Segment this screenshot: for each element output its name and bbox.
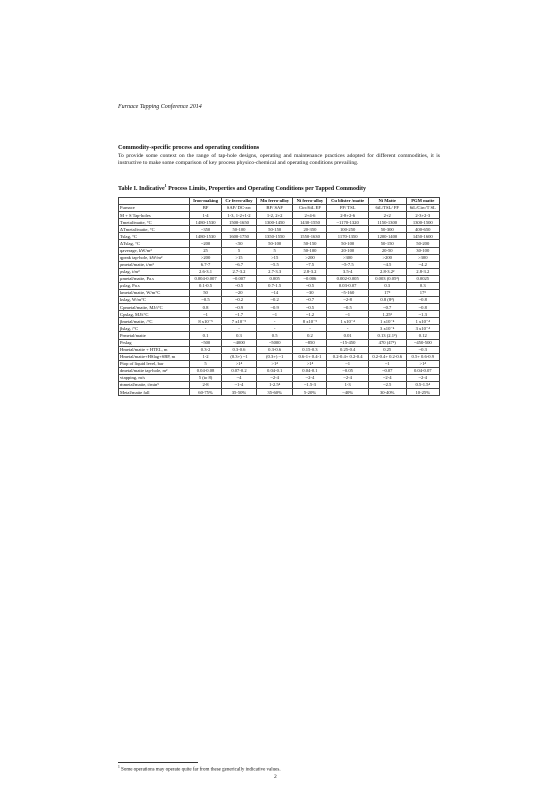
table-cell: >1⁴ (293, 360, 327, 367)
table-cell: 0.04-0.1 (256, 367, 293, 374)
table-cell: ~0.9 (222, 304, 257, 311)
table-cell: >15 (222, 254, 257, 261)
table-cell: 3.5-4 (327, 268, 368, 275)
table-cell: 2+2 (368, 212, 406, 219)
table-cell: 1-3 (327, 382, 368, 389)
table-cell: ~0.2 (222, 297, 257, 304)
table-cell: 17³ (368, 290, 406, 297)
table-cell: ~4.5 (368, 261, 406, 268)
table-cell: ~350 (190, 226, 222, 233)
table-cell: ~0.007 (222, 275, 257, 282)
table-cell: ~2-4 (368, 374, 406, 381)
table-cell: 0.5 (256, 332, 293, 339)
table-cell: 0.04-0.1 (293, 367, 327, 374)
row-label-cell: βslag, /°C (119, 325, 190, 332)
table-cell: 0.8 (8³) (368, 297, 406, 304)
table-cell: 0.0025 (406, 275, 439, 282)
table-cell: 1450-1600 (406, 233, 439, 240)
table-cell: 50-100 (293, 247, 327, 254)
table-cell: 1200-1400 (368, 233, 406, 240)
table-cell: ~30 (293, 290, 327, 297)
row-label-cell: ρmetal/matte, t/m³ (119, 261, 190, 268)
table-cell: 0.07-0.2 (222, 367, 257, 374)
table-cell: 2-8 (190, 382, 222, 389)
table-cell: 0.3-0.6 (256, 346, 293, 353)
table-cell: 2.8-3.2 (406, 268, 439, 275)
table-row (119, 311, 440, 318)
table-cell: 0.8 (190, 304, 222, 311)
table-row (119, 205, 440, 212)
table-row (119, 268, 440, 275)
table-row (119, 233, 440, 240)
table-cell: >1⁴ (256, 360, 293, 367)
table-cell: 50-100 (222, 226, 257, 233)
table-cell: - (190, 325, 222, 332)
table-cell: ~0.8 (406, 304, 439, 311)
table-cell: 5 (to 8) (190, 374, 222, 381)
table-cell: 1.25³ (368, 311, 406, 318)
table-cell: 100-250 (327, 226, 368, 233)
table-cell: ~6.7 (222, 261, 257, 268)
table-caption-footnote-mark: 1 (164, 183, 167, 188)
table-cell: ~0.5 (327, 304, 368, 311)
table-cell: 1170-1350 (327, 233, 368, 240)
table-cell: 30-40% (368, 389, 406, 396)
table-row (119, 240, 440, 247)
table-cell: 0.3 (406, 282, 439, 289)
table-cell: 470 (47³) (368, 339, 406, 346)
table-cell: 35-60% (256, 389, 293, 396)
table-cell: 2.7-3.3 (256, 268, 293, 275)
table-row (119, 325, 440, 332)
table-row (119, 297, 440, 304)
row-label-cell: Cpmetal/matte, MJ/t°C (119, 304, 190, 311)
row-label-cell: qaverage, kW/m² (119, 247, 190, 254)
table-cell: 1600-1750 (222, 233, 257, 240)
table-cell: SAF/ DC-arc (222, 205, 257, 212)
table-cell: 1 x10⁻⁴ (368, 318, 406, 325)
table-cell: 0.003 (0.05³) (368, 275, 406, 282)
table-cell: 0.3-0.6 (222, 346, 257, 353)
table-cell: ~4 (222, 374, 257, 381)
row-label-cell: qpeak tap-hole, kW/m² (119, 254, 190, 261)
table-header-cell: PGM matte (406, 198, 439, 205)
table-cell: 5 (190, 360, 222, 367)
table-cell: >300 (327, 254, 368, 261)
table-cell: 400-650 (406, 226, 439, 233)
row-label-cell: kmetal/matte, W/m°C (119, 290, 190, 297)
table-row (119, 339, 440, 346)
table-cell: 1480-1530 (190, 233, 222, 240)
table-caption-prefix: Table I. Indicative (118, 186, 165, 192)
row-label-cell: Hmetal/matte + HTEL, m (119, 346, 190, 353)
table-cell: 0.13 (2.1³) (368, 332, 406, 339)
table-cell: >15 (256, 254, 293, 261)
table-header-cell: Iron-making (190, 198, 222, 205)
table-cell: 1430-1550 (293, 219, 327, 226)
table-cell: 0.2-0.4+ 0.2-0.4 (327, 353, 368, 360)
row-label-cell: ΔTmetal/matte, °C (119, 226, 190, 233)
table-cell: 1500-1650 (222, 219, 257, 226)
table-cell: ~2-4 (293, 374, 327, 381)
footnote-divider (118, 762, 198, 763)
row-label-cell: M + S Tap-holes (119, 212, 190, 219)
table-cell: 1150-1300 (368, 219, 406, 226)
table-cell: 6iL/TSL/ FF (368, 205, 406, 212)
table-cell: 0.7-1.5 (256, 282, 293, 289)
table-cell: 0.1 (190, 332, 222, 339)
table-cell: BF/ SAF (256, 205, 293, 212)
table-cell: ~450-500 (406, 339, 439, 346)
table-row (119, 212, 440, 219)
table-cell: ~1 (327, 311, 368, 318)
table-cell: BF (190, 205, 222, 212)
table-cell: ~5.5 (256, 261, 293, 268)
table-cell: ~200 (190, 240, 222, 247)
table-cell: >1⁴ (406, 360, 439, 367)
table-header-cell: Cu blister /matte (327, 198, 368, 205)
table-cell: 0.12 (406, 332, 439, 339)
table-cell: - (256, 325, 293, 332)
table-cell: 0.25 (368, 346, 406, 353)
table-cell: ~4000 (222, 339, 257, 346)
table-row (119, 247, 440, 254)
table-row (119, 389, 440, 396)
table-cell: ~1-4 (222, 382, 257, 389)
table-cell: ~2.5 (368, 382, 406, 389)
table-row (119, 360, 440, 367)
table-cell: ~1 (327, 360, 368, 367)
table-cell: ~0.2 (256, 297, 293, 304)
table-row (119, 332, 440, 339)
table-cell: (0.3+) ~1 (256, 353, 293, 360)
table-cell: 8 x10⁻⁵ (190, 318, 222, 325)
table-cell: 2.8-3.2 (293, 268, 327, 275)
table-cell: 2-8+2-6 (327, 212, 368, 219)
running-header: Furnace Tapping Conference 2014 (118, 104, 202, 110)
table-cell: 2-3+2-3 (406, 212, 439, 219)
table-row (119, 367, 440, 374)
table-cell: 3 x10⁻⁴ (368, 325, 406, 332)
table-row (119, 304, 440, 311)
footnote (118, 765, 281, 773)
intro-paragraph: To provide some context on the range of tap-hole designs, operating and maintenance practices adopted for different commodities, it is instructive to make some comparison of key process physico-chemical and operating conditions prevailing. (118, 153, 440, 166)
table-body (119, 205, 440, 396)
table-cell: ~500 (190, 339, 222, 346)
table-caption (118, 183, 366, 192)
table-cell: >1⁴ (222, 360, 257, 367)
table-cell: 5-20% (293, 389, 327, 396)
table-cell: 5 (256, 247, 293, 254)
table-cell: 50-300 (368, 226, 406, 233)
table-cell: 3 x10⁻⁴ (406, 325, 439, 332)
table-header-cell: Mn ferro-alloy (256, 198, 293, 205)
row-label-cell: Prslag (119, 339, 190, 346)
table-header-cell: Cr ferro-alloy (222, 198, 257, 205)
table-cell: 25 (190, 247, 222, 254)
table-cell: 0.04-0.08 (190, 367, 222, 374)
row-label-cell: dmetal/matte tap-hole, m² (119, 367, 190, 374)
table-cell: 1300-1450 (256, 219, 293, 226)
table-cell: ~0.006 (293, 275, 327, 282)
table-cell: ~2-4 (327, 374, 368, 381)
table-cell: 20-100 (327, 247, 368, 254)
table-cell: 0.03-0.07 (327, 282, 368, 289)
table-cell: 50-200 (406, 240, 439, 247)
table-cell: 1300-1500 (406, 219, 439, 226)
table-cell: 2+4-6 (293, 212, 327, 219)
table-cell: 35-50% (222, 389, 257, 396)
table-cell: 1-2 (190, 353, 222, 360)
table-cell: ~2-4 (256, 374, 293, 381)
row-label-cell: βmetal/matte, /°C (119, 318, 190, 325)
row-label-cell: kslag, W/m°C (119, 297, 190, 304)
row-label-cell: Hmetal/matte+HSlag+SBP, m (119, 353, 190, 360)
table-cell: ~1 (368, 360, 406, 367)
table-cell: 0.004-0.007 (190, 275, 222, 282)
table-cell: 6.7-7 (190, 261, 222, 268)
process-properties-table (118, 197, 440, 396)
table-cell: - (327, 325, 368, 332)
table-cell: 1-4 (190, 212, 222, 219)
table-cell: 5 (222, 247, 257, 254)
table-cell: 0.2-0.4+ 0.2-0.6 (368, 353, 406, 360)
page-number: 2 (274, 774, 277, 780)
row-label-cell: μslag, Pa.s (119, 282, 190, 289)
table-cell: ~0.5 (293, 304, 327, 311)
table-row (119, 346, 440, 353)
table-cell: - (293, 325, 327, 332)
table-cell: Circ/6iL EF (293, 205, 327, 212)
table-cell: ~1 (256, 311, 293, 318)
table-cell: >200 (190, 254, 222, 261)
footnote-text: Some operations may operate quite far from these generically indicative values. (121, 767, 281, 773)
row-label-cell: ṁmetal/matte, t/min⁵ (119, 382, 190, 389)
table-cell: 50-100 (327, 240, 368, 247)
table-cell: ~0.9 (256, 304, 293, 311)
table-cell: 1480-1530 (190, 219, 222, 226)
table-cell: 1-3, 1-2+1-2 (222, 212, 257, 219)
table-cell: ~40% (327, 389, 368, 396)
table-row (119, 254, 440, 261)
table-cell: 0.25-0.4 (327, 346, 368, 353)
table-cell: 0.04-0.07 (406, 367, 439, 374)
table-cell: 0.5-1.5⁴ (406, 382, 439, 389)
row-label-cell: Furnace (119, 205, 190, 212)
row-label-cell: Prmetal/matte (119, 332, 190, 339)
table-cell: >300 (406, 254, 439, 261)
table-header-cell (119, 198, 190, 205)
table-cell: FF/ TSL (327, 205, 368, 212)
table-cell: 1350-1550 (256, 233, 293, 240)
table-cell: ~7.5 (293, 261, 327, 268)
table-cell: ~5-7.5 (327, 261, 368, 268)
table-row (119, 261, 440, 268)
table-cell: 20-50 (368, 247, 406, 254)
table-cell: ~1.7 (222, 311, 257, 318)
row-label-cell: Ptop of liquid level, bar (119, 360, 190, 367)
table-cell: 10-25% (406, 389, 439, 396)
table-cell: 50 (190, 290, 222, 297)
table-cell: - (256, 318, 293, 325)
table-cell: ~15-450 (327, 339, 368, 346)
table-cell: 2.6-3.1 (190, 268, 222, 275)
table-cell: 0.15-0.3 (293, 346, 327, 353)
table-cell: 0.1-0.5 (190, 282, 222, 289)
table-cell: 6iL/Circ/T SL (406, 205, 439, 212)
table-cell: ~0.7 (368, 304, 406, 311)
table-cell: ~2-8 (327, 297, 368, 304)
section-title: Commodity-specific process and operating conditions (118, 144, 260, 151)
table-cell: 0.3 (368, 282, 406, 289)
table-row (119, 282, 440, 289)
table-cell: ~20 (222, 290, 257, 297)
table-cell: 0.01 (327, 332, 368, 339)
row-label-cell: Metal/matte fall (119, 389, 190, 396)
table-cell: 0.3-2 (190, 346, 222, 353)
table-cell: ~14 (256, 290, 293, 297)
row-label-cell: ΔTslag, °C (119, 240, 190, 247)
table-cell: - (222, 325, 257, 332)
table-cell: <50 (222, 240, 257, 247)
table-cell: (0.3+) ~1 (222, 353, 257, 360)
table-cell: ~1170-1320 (327, 219, 368, 226)
table-cell: 1550-1630 (293, 233, 327, 240)
row-label-cell: μmetal/matte, Pa.s (119, 275, 190, 282)
table-cell: ~1 (190, 311, 222, 318)
table-cell: 17³ (406, 290, 439, 297)
table-cell: ~850 (293, 339, 327, 346)
table-cell: 0.005 (256, 275, 293, 282)
table-cell: 0.3 (222, 332, 257, 339)
table-cell: 0.6-1+ 0.4-1 (293, 353, 327, 360)
table-cell: ~0.5 (190, 297, 222, 304)
table-row (119, 226, 440, 233)
table-cell: 0.2 (293, 332, 327, 339)
table-cell: 1 x10⁻⁴ (406, 318, 439, 325)
row-label-cell: Tslag, °C (119, 233, 190, 240)
table-cell: >200 (368, 254, 406, 261)
table-row (119, 318, 440, 325)
table-row (119, 374, 440, 381)
row-label-cell: Cpslag, MJ/t°C (119, 311, 190, 318)
table-row (119, 353, 440, 360)
table-row (119, 290, 440, 297)
table-cell: 50-100 (256, 240, 293, 247)
table-cell: 7 x10⁻⁵ (222, 318, 257, 325)
table-cell: 0.002-0.005 (327, 275, 368, 282)
table-row (119, 275, 440, 282)
table-cell: 50-150 (293, 240, 327, 247)
table-cell: ~5000 (256, 339, 293, 346)
table-cell: 30-100 (406, 247, 439, 254)
table-cell: 50-150 (256, 226, 293, 233)
table-cell: ~0.8 (406, 297, 439, 304)
row-label-cell: ρslag, t/m³ (119, 268, 190, 275)
table-cell: ~4.2 (406, 261, 439, 268)
table-cell: 20-350 (293, 226, 327, 233)
table-cell: 1-2, 2+2 (256, 212, 293, 219)
table-cell: 60-75% (190, 389, 222, 396)
table-cell: ~5-160 (327, 290, 368, 297)
table-cell: >200 (293, 254, 327, 261)
table-cell: 8 x10⁻⁵ (293, 318, 327, 325)
table-cell: ~1.3 (406, 311, 439, 318)
table-cell: 50-150 (368, 240, 406, 247)
table-header-row (119, 198, 440, 205)
table-cell: ~0.05 (327, 367, 368, 374)
footnote-mark: 1 (118, 765, 120, 769)
table-cell: ~0.5 (222, 282, 257, 289)
row-label-cell: Tmetal/matte, °C (119, 219, 190, 226)
table-cell: ~0.3 (406, 346, 439, 353)
table-cell: ~1.2 (293, 311, 327, 318)
table-cell: ~2-4 (406, 374, 439, 381)
row-label-cell: vtapping, m/s (119, 374, 190, 381)
table-cell: 1 x10⁻⁴ (327, 318, 368, 325)
table-cell: 1-2.5⁴ (256, 382, 293, 389)
table-row (119, 219, 440, 226)
table-header-cell: Ni Matte (368, 198, 406, 205)
table-cell: ~0.07 (368, 367, 406, 374)
table-cell: 0.5+ 0.6-0.9 (406, 353, 439, 360)
table-cell: ~1.5-3 (293, 382, 327, 389)
table-header-cell: Ni ferro-alloy (293, 198, 327, 205)
table-cell: 2.7-3.2 (222, 268, 257, 275)
table-row (119, 382, 440, 389)
table-cell: ~0.5 (293, 282, 327, 289)
table-cell: 2.8-3.2² (368, 268, 406, 275)
table-cell: ~0.7 (293, 297, 327, 304)
table-caption-rest: Process Limits, Properties and Operating Conditions per Tapped Commodity (166, 186, 366, 192)
